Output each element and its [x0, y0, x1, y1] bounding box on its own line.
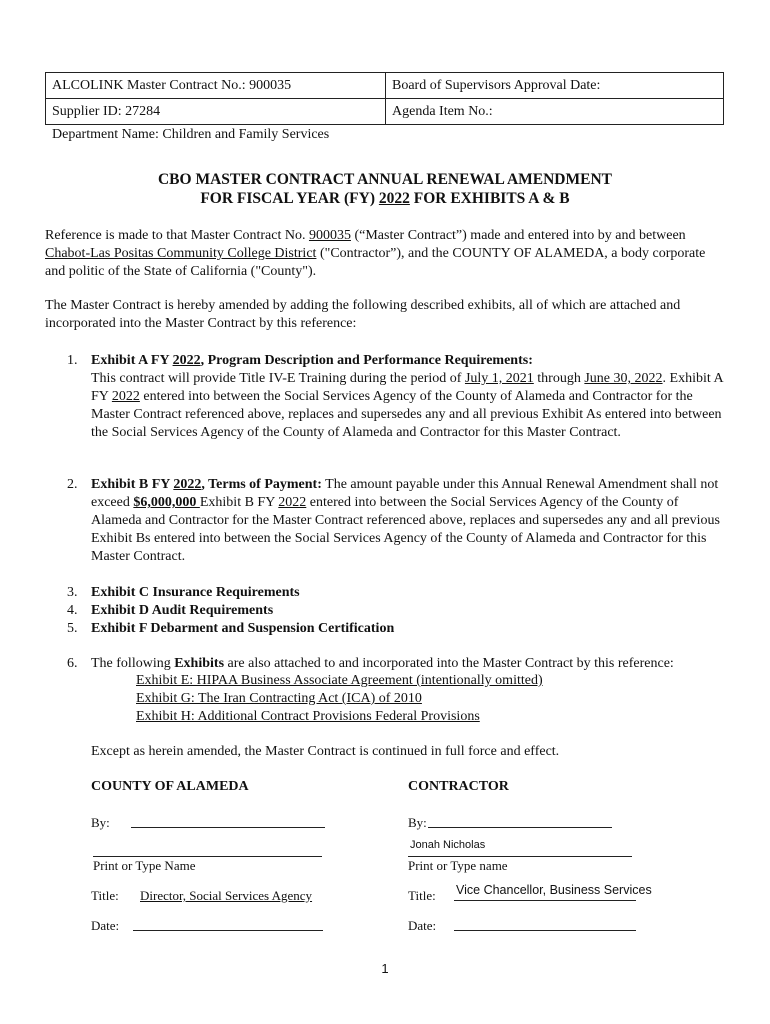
contractor-heading: CONTRACTOR	[408, 779, 509, 794]
heading-a: Exhibit B FY	[91, 477, 174, 492]
contract-amount: $6,000,000	[133, 495, 200, 510]
county-print-name-label: Print or Type Name	[93, 858, 196, 873]
heading-b: , Terms of Payment:	[201, 477, 322, 492]
contractor-title-line	[454, 900, 636, 901]
county-print-name-line[interactable]	[93, 856, 322, 857]
item-number: 4.	[67, 603, 78, 618]
approval-date-cell: Board of Supervisors Approval Date:	[386, 73, 724, 99]
item-exhibit-c	[67, 584, 725, 602]
item-number: 1.	[67, 353, 78, 368]
item-body	[91, 352, 725, 442]
continued-statement: Except as herein amended, the Master Contract is continued in full force and effect.	[91, 744, 560, 759]
county-title-text: Director, Social Services Agency	[140, 888, 313, 903]
item-text: through	[533, 371, 585, 386]
county-date-line[interactable]	[133, 930, 323, 931]
supplier-id-cell: Supplier ID: 27284	[46, 99, 386, 125]
reference-contractor: Chabot-Las Positas Community College District	[45, 246, 317, 261]
reference-text-3: ("Contractor”), and the COUNTY OF ALAMEDA, a body corporate and politic of the State of California ("County").	[45, 246, 706, 279]
fiscal-year: 2022	[111, 389, 140, 404]
item-text: entered into between the Social Services Agency of the County of Alameda and Contractor for the Master Contract referenced above, replaces and supersedes any and all previous Exhibit As entered into between the Social Services Agency of the County of Alameda and Contractor for this Master Contract.	[91, 389, 722, 440]
item-text: The amount payable under this Annual Renewal Amendment shall not exceed	[91, 477, 719, 510]
exhibit-h-link: Exhibit H: Additional Contract Provisions Federal Provisions	[136, 709, 480, 724]
contractor-title-value[interactable]: Vice Chancellor, Business Services	[456, 883, 652, 897]
amended-paragraph: The Master Contract is hereby amended by adding the following described exhibits, all of which are attached and incorporated into the Master Contract by this reference:	[45, 298, 681, 331]
item-heading	[91, 353, 533, 368]
heading-year: 2022	[173, 477, 202, 492]
item-body	[91, 476, 725, 566]
item-heading: Exhibit F Debarment and Suspension Certification	[91, 621, 395, 636]
item-exhibit-f	[67, 620, 725, 638]
reference-paragraph	[45, 227, 725, 281]
item-text: are also attached to and incorporated into the Master Contract by this reference:	[224, 656, 674, 671]
contractor-print-name-label: Print or Type name	[408, 858, 508, 873]
exhibit-e-link: Exhibit E: HIPAA Business Associate Agreement (intentionally omitted)	[136, 673, 543, 688]
county-heading: COUNTY OF ALAMEDA	[91, 779, 249, 794]
heading-a: Exhibit A FY	[91, 353, 173, 368]
exhibit-g-link: Exhibit G: The Iran Contracting Act (ICA) of 2010	[136, 691, 422, 706]
item-exhibit-d	[67, 602, 725, 620]
item-text: Exhibit B FY	[199, 495, 279, 510]
page-number: 1	[381, 961, 389, 976]
county-title-label: Title:	[91, 888, 119, 903]
item-exhibit-a	[67, 352, 725, 442]
contractor-by-label: By:	[408, 815, 427, 830]
item-number: 3.	[67, 585, 78, 600]
item-other-exhibits	[67, 655, 725, 673]
county-title-value	[130, 888, 328, 904]
item-bold: Exhibits	[174, 656, 225, 671]
reference-text-2: (“Master Contract”) made and entered into by and between	[350, 228, 686, 243]
header-row-1	[46, 73, 724, 99]
county-date-label: Date:	[91, 918, 120, 933]
item-heading: Exhibit D Audit Requirements	[91, 603, 274, 618]
reference-contract-no: 900035	[308, 228, 351, 243]
item-heading	[91, 477, 322, 492]
contractor-title-label: Title:	[408, 888, 436, 903]
fiscal-year: 2022	[278, 495, 307, 510]
item-number: 2.	[67, 477, 78, 492]
document-title-line1: CBO MASTER CONTRACT ANNUAL RENEWAL AMENDMENT	[157, 171, 612, 188]
item-body	[91, 655, 725, 673]
item-text: . Exhibit A FY	[91, 371, 723, 404]
header-table	[45, 72, 724, 125]
county-signature-line[interactable]	[131, 827, 325, 828]
item-text: The following	[91, 656, 175, 671]
title-line2-b: FOR EXHIBITS A & B	[409, 190, 570, 207]
heading-year: 2022	[172, 353, 201, 368]
agenda-item-cell: Agenda Item No.:	[386, 99, 724, 125]
contract-no-cell: ALCOLINK Master Contract No.: 900035	[46, 73, 386, 99]
header-row-2	[46, 99, 724, 125]
county-by-label: By:	[91, 815, 110, 830]
contractor-name-value[interactable]: Jonah Nicholas	[410, 839, 486, 851]
title-fiscal-year: 2022	[378, 190, 410, 207]
reference-text-1: Reference is made to that Master Contract No.	[45, 228, 309, 243]
end-date: June 30, 2022	[584, 371, 663, 386]
item-text: This contract will provide Title IV-E Training during the period of	[91, 371, 465, 386]
document-title-line2	[0, 190, 770, 208]
title-line2-a: FOR FISCAL YEAR (FY)	[200, 190, 379, 207]
item-exhibit-b	[67, 476, 725, 566]
heading-b: , Program Description and Performance Requirements:	[200, 353, 533, 368]
start-date: July 1, 2021	[464, 371, 534, 386]
contractor-date-line[interactable]	[454, 930, 636, 931]
item-number: 5.	[67, 621, 78, 636]
item-heading: Exhibit C Insurance Requirements	[91, 585, 300, 600]
contractor-print-name-line	[408, 856, 632, 857]
contractor-signature-line[interactable]	[428, 827, 612, 828]
contractor-date-label: Date:	[408, 918, 437, 933]
department-name: Department Name: Children and Family Services	[52, 127, 330, 142]
item-text: entered into between the Social Services Agency of the County of Alameda and Contractor for the Master Contract referenced above, replaces and supersedes any and all previous Exhibit Bs entered into between the Social Services Agency of the County of Alameda and Contractor for this Master Contract.	[91, 495, 720, 564]
item-number: 6.	[67, 656, 78, 671]
